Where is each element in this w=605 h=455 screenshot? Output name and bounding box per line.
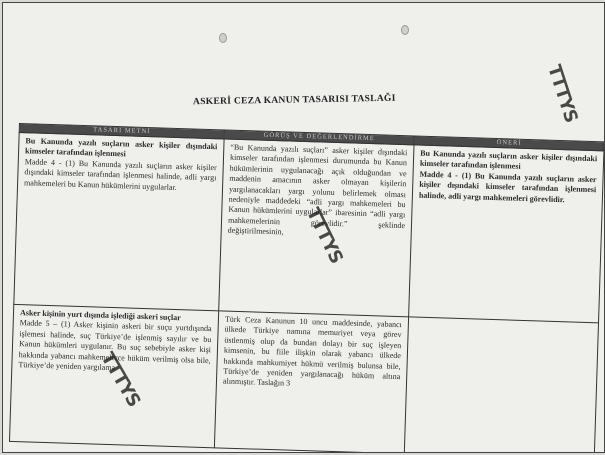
row1-draft-cell — [14, 133, 224, 311]
header-proposal: ÖNERİ — [414, 136, 604, 151]
opinion-body: Türk Ceza Kanunun 10 uncu maddesinde, yabancı ülkede Türkiye namına memuriyet veya görev üstlenmiş olup da bundan dolayı bir suç işleyen kimsenin, bu fiile ilişkin olarak yabancı ülkede hakkında mahkumiyet hükmü verilmiş bulunsa bile, Türkiye’de yeniden yargılanacağı hüküm altına alınmıştır. Taslağın 3 — [222, 314, 402, 389]
row2-opinion-cell — [214, 311, 408, 453]
header-draft-text: TASARI METNİ — [19, 124, 224, 139]
paraph-stamp: TTTYS — [96, 348, 145, 411]
article-body: Madde 5 – (1) Asker kişinin askeri bir suçu yurtdışında işlemesi halinde, suç Türkiye’de işlenmiş sayılır ve bu Kanun hükümleri uygulanır. Bu suç sebebiyle asker kişi hakkında yabancı mahkemelerce hüküm verilmiş olsa bile, Türkiye’de yeniden yargılama — [18, 318, 212, 373]
document-page — [2, 2, 605, 453]
comparison-table-wrapper — [8, 123, 603, 453]
row2-proposal-cell — [404, 317, 598, 453]
proposal-body — [415, 321, 592, 327]
proposal-heading: Bu Kanunda yazılı suçların asker kişiler dışındaki kimseler tarafından işlenmesi — [419, 148, 598, 172]
article-heading: Bu Kanunda yazılı suçların asker kişiler dışındaki kimseler tarafından işlenmesi — [24, 136, 218, 159]
article-heading: Asker kişinin yurt dışında işlediği askeri suçlar — [19, 308, 181, 323]
table-row — [9, 304, 598, 453]
punch-hole — [219, 33, 227, 43]
paraph-stamp: TTTYS — [302, 204, 347, 267]
comparison-table — [9, 123, 605, 453]
row1-proposal-cell — [409, 145, 604, 323]
article-body: Madde 4 - (1) Bu Kanunda yazılı suçların asker kişiler dışındaki kimseler tarafından işlenmesi halinde, adli yargı mahkemeleri bu Kanun hükümlerini uygularlar. — [23, 157, 217, 192]
punch-hole — [401, 25, 409, 35]
proposal-body: Madde 4 - (1) Bu Kanunda yazılı suçların asker kişiler dışındaki kimseler tarafından işlenmesi halinde, adli yargı mahkemeleri görevlidir. — [418, 169, 597, 204]
header-opinion: GÖRÜŞ VE DEĞERLENDİRME — [224, 130, 414, 145]
document-title: ASKERİ CEZA KANUN TASARISI TASLAĞI — [192, 93, 396, 108]
opinion-body: “Bu Kanunda yazılı suçları” asker kişiler dışındaki kimseler tarafından işlenmesi durumunda bu Kanun hükümlerinin uygulanacağı açık olduğundan ve maddenin amacının asker olmayan kişilerin yargılanacakları yargı yolunu belirlemek olması nedeniyle maddedeki “adli yargı mahkemeleri bu Kanun hükümlerini uygularlar” ibaresinin “adli yargı mahkemelerinin görevlidir.” şeklinde değiştirilmesinin, — [227, 142, 408, 237]
paraph-stamp: TTTYS — [543, 62, 582, 125]
